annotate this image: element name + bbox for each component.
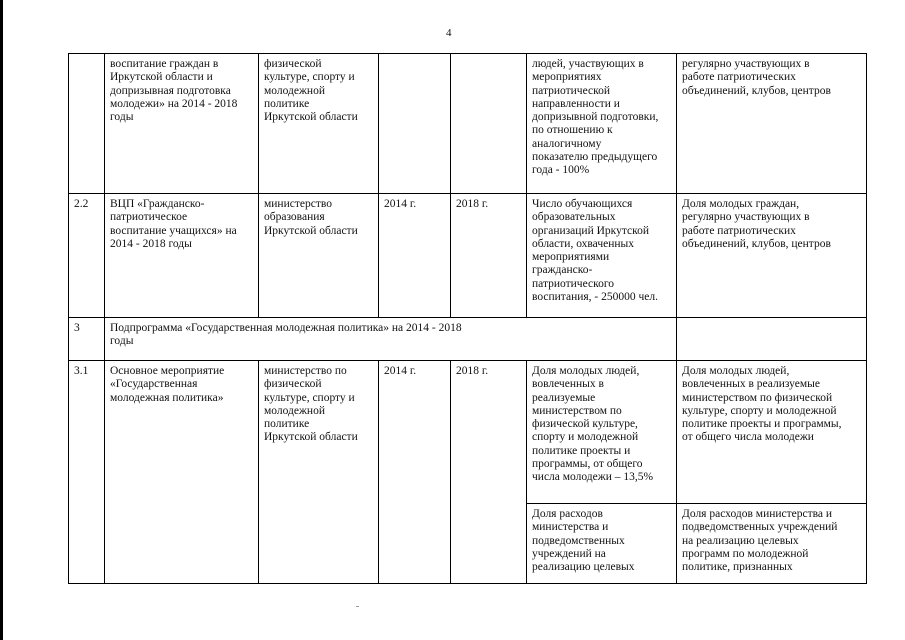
page-number: 4 — [446, 27, 452, 39]
cell-activity-name: воспитание граждан в Иркутской области и допризывная подготовка молодежи» на 2014 - 2018 годы — [105, 54, 259, 194]
cell-expected-result: Доля молодых людей, вовлеченных в реализуемые министерством по физической культуре, спорту и молодежной политике проекты и программы, от общего числа молодежи – 13,5% — [527, 361, 677, 504]
cell-start-year: 2014 г. — [379, 361, 451, 584]
cell-start-year — [379, 54, 451, 194]
cell-executor: министерство по физической культуре, спорту и молодежной политике Иркутской области — [259, 361, 379, 584]
cell-expected-result: Доля расходов министерства и подведомственных учреждений на реализацию целевых — [527, 504, 677, 584]
cell-indicator: Доля молодых граждан, регулярно участвующих в работе патриотических объединений, клубов, центров — [677, 194, 867, 318]
program-table — [68, 53, 867, 584]
cell-activity-name: Основное мероприятие «Государственная молодежная политика» — [105, 361, 259, 584]
page-left-border — [0, 0, 3, 640]
cell-empty — [677, 318, 867, 361]
table-row — [69, 361, 867, 504]
cell-indicator: Доля молодых людей, вовлеченных в реализуемые министерством по физической культуре, спорту и молодежной политике проекты и программы, от общего числа молодежи — [677, 361, 867, 504]
cell-end-year: 2018 г. — [451, 361, 527, 584]
cell-end-year: 2018 г. — [451, 194, 527, 318]
cell-number: 2.2 — [69, 194, 105, 318]
cell-section-title: Подпрограмма «Государственная молодежная политика» на 2014 - 2018 годы — [105, 318, 677, 361]
cell-start-year: 2014 г. — [379, 194, 451, 318]
cell-number: 3.1 — [69, 361, 105, 584]
cell-indicator: Доля расходов министерства и подведомственных учреждений на реализацию целевых программ по молодежной политике, признанных — [677, 504, 867, 584]
cell-indicator: регулярно участвующих в работе патриотических объединений, клубов, центров — [677, 54, 867, 194]
table-row — [69, 194, 867, 318]
scan-speck — [356, 606, 359, 607]
cell-end-year — [451, 54, 527, 194]
cell-executor: министерство образования Иркутской области — [259, 194, 379, 318]
section-row — [69, 318, 867, 361]
cell-section-number: 3 — [69, 318, 105, 361]
cell-expected-result: людей, участвующих в мероприятиях патриотической направленности и допризывной подготовки, по отношению к аналогичному показателю предыдущего года - 100% — [527, 54, 677, 194]
cell-executor: физической культуре, спорту и молодежной политике Иркутской области — [259, 54, 379, 194]
cell-activity-name: ВЦП «Гражданско- патриотическое воспитание учащихся» на 2014 - 2018 годы — [105, 194, 259, 318]
cell-expected-result: Число обучающихся образовательных организаций Иркутской области, охваченных мероприятиями гражданско- патриотического воспитания, - 250000 чел. — [527, 194, 677, 318]
cell-number — [69, 54, 105, 194]
table-row — [69, 54, 867, 194]
